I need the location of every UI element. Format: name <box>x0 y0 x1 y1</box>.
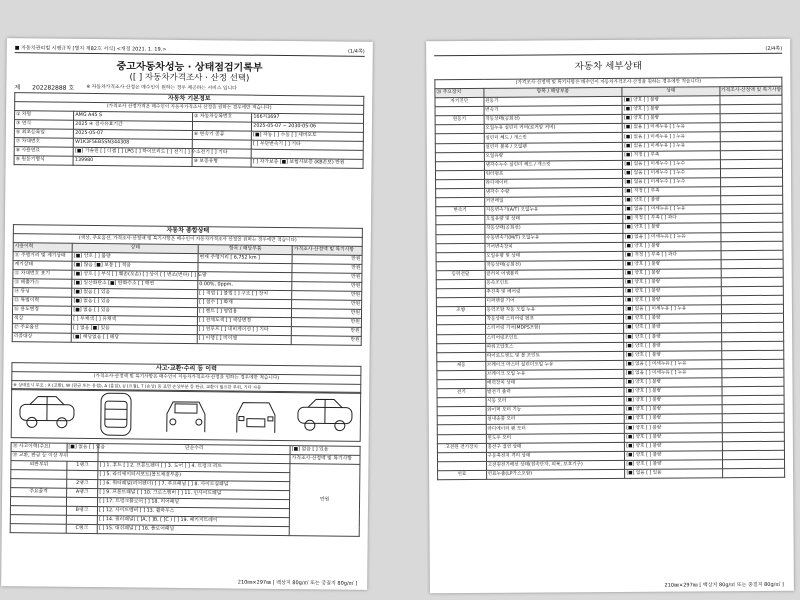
basic-info-title: 자동차 기본정보 <box>15 93 364 106</box>
exchange-cell: [ ] 1. 후드 [ ] 2. 프론트펜더 [ ] 3. 도어 [ ] 4. 트렁크 리드 <box>98 462 290 473</box>
detail-cell: [■] 양호 [ ] 불량 <box>625 423 722 433</box>
detail-cell: 와이퍼 모터 기능 <box>486 406 625 416</box>
basic-cell: ② 자동차등록번호 <box>193 113 252 123</box>
overall-cell: 만원 <box>291 336 361 346</box>
page-number: (1/4쪽) <box>347 48 365 55</box>
detail-cell: [■] 양호 [ ] 불량 <box>624 323 721 333</box>
detail-cell: 브레이크 오일 누유 <box>485 369 624 379</box>
exchange-cell: 2랭크 <box>66 479 97 488</box>
exchange-cell <box>67 470 98 479</box>
detail-cell: 오일유량 <box>484 151 623 161</box>
basic-info-note: (가격조사 산정가격은 매수인이 자동차가격조사 산정을 원하는 경우에만 적습니다) <box>15 102 364 115</box>
detail-cell <box>435 161 484 170</box>
overall-cell: ⑬ 배출가스 <box>13 279 72 289</box>
exchange-cell: [ ] 17. 트렁크플로어 [ ] 18. 리어패널 <box>98 498 290 509</box>
overall-cell: 만원 <box>292 255 362 265</box>
detail-price-cell <box>722 386 785 396</box>
detail-cell: [■] 적정 [ ] 부족 <box>623 187 720 197</box>
basic-cell: [ ] 무단변속기 [ ] 기타 <box>252 140 364 150</box>
exchange-cell: 외판부위 <box>11 461 67 471</box>
exchange-cell: [ ] 12. 사이드멤버 [ ] 13. 휠하우스 <box>98 507 290 518</box>
overall-cell: 만원 <box>292 264 362 274</box>
detail-cell <box>437 379 486 388</box>
detail-cell <box>436 298 485 307</box>
detail-cell: 실린더 헤드 / 개스킷 <box>484 133 623 143</box>
detail-price-cell <box>722 441 785 451</box>
exchange-title: ⑲ 교환, 판금 등 이상 부위 <box>11 452 98 462</box>
detail-cell: 냉각수누수 실린더 헤드 / 개스킷 <box>484 160 623 170</box>
detail-cell: [■] 양호 [ ] 불량 <box>625 405 722 415</box>
detail-price-cell <box>720 159 783 169</box>
overall-cell: 만원 <box>292 309 362 319</box>
overall-cell: [ ] 적법 [ ] 불법 [ ] 구조 [ ] 장치 <box>198 290 292 300</box>
detail-cell <box>436 234 485 243</box>
overall-cell: [ ] 침수 [ ] 화재 <box>198 299 292 309</box>
overall-cell: [ ] 썬루프 [ ] 네비게이션 [ ] 기타 <box>197 326 291 336</box>
overall-head-price: 가격조사·산정액 및 특기사항 <box>292 246 362 256</box>
detail-cell <box>437 434 486 443</box>
detail-cell <box>436 225 485 234</box>
detail-cell: 윈도우 모터 <box>486 433 625 443</box>
detail-cell: 작동상태 스티어링 펌프 <box>485 315 624 325</box>
detail-price-cell <box>721 250 784 260</box>
detail-cell: 동력조향 작동 오일 누유 <box>485 306 624 316</box>
detail-price-cell <box>720 141 783 151</box>
basic-info-table <box>14 92 365 169</box>
detail-cell: 연료 <box>438 470 487 479</box>
detail-cell <box>437 352 486 361</box>
detail-cell <box>435 152 484 161</box>
accident-legend: ※ 상태표시 부호 : X (교환), W (판금 또는 용접), A (흠집), U (요철), T (손상) 등 표면 손상부분 등 판금, 교환이 필요한 부위, 기타 자동 <box>12 381 361 394</box>
detail-price-cell <box>722 450 785 460</box>
record-number-label: 제 <box>14 84 21 92</box>
detail-price-cell <box>721 377 784 387</box>
detail-price-cell <box>722 405 785 415</box>
detail-cell: 브레이크 마스터 실린더오일 누유 <box>485 360 624 370</box>
basic-info-section <box>14 92 365 169</box>
exchange-cell: [ ] 15. 대쉬패널 [ ] 16. 플로어패널 <box>97 525 289 536</box>
overall-cell: [■] 없음 [ ] 있음 <box>72 306 198 316</box>
exchange-side-value: 만원 <box>289 464 360 537</box>
detail-title: 자동차 세부상태 <box>574 60 642 73</box>
basic-cell: 2025 ④ 검사유효기간 <box>74 120 193 130</box>
overall-condition-table <box>12 224 363 346</box>
detail-cell: 실내송풍 모터 <box>486 415 625 425</box>
detail-cell: [■] 양호 [ ] 불량 <box>624 378 721 388</box>
basic-cell: ① 차명 <box>15 111 74 121</box>
basic-cell: ⑩ 보증유형 <box>192 158 251 168</box>
detail-cell: 워터펌프 <box>484 169 623 179</box>
detail-cell <box>436 279 485 288</box>
exchange-cell: [ ] 6. 쿼터패널(리어펜더) [ ] 7. 루프패널 [ ] 8. 사이드실패널 <box>98 480 290 491</box>
detail-cell: [■] 양호 [ ] 불량 <box>624 387 721 397</box>
detail-cell <box>436 288 485 297</box>
detail-cell: [■] 없음 [ ] 미세누유 [ ] 누유 <box>624 369 721 379</box>
detail-price-cell <box>721 341 784 351</box>
page-2-footer: 210㎜×297㎜ [ 백상지 80g/㎡ 또는 중질지 80g/㎡ ] <box>664 581 784 589</box>
detail-price-cell <box>720 177 783 187</box>
detail-price-cell <box>721 368 784 378</box>
detail-cell: 변속기 <box>484 106 623 116</box>
detail-price-cell <box>720 214 783 224</box>
detail-cell <box>435 107 484 116</box>
simple-repair-label: 단순수리 <box>98 444 290 455</box>
detail-cell: [■] 양호 [ ] 불량 <box>624 296 721 306</box>
detail-cell: 디퍼렌셜 기어 <box>485 297 624 307</box>
detail-cell: [■] 적정 [ ] 부족 [ ] 과다 <box>623 250 720 260</box>
detail-price-cell <box>720 168 783 178</box>
overall-cell: ⑰ 주요옵션 <box>12 324 71 334</box>
basic-cell: ③ 연식 <box>14 120 73 130</box>
detail-cell: 작동상태(공회전) <box>484 224 623 234</box>
detail-price-cell <box>720 123 783 133</box>
detail-price-cell <box>721 241 784 251</box>
detail-cell: 커먼레일 <box>484 197 623 207</box>
detail-cell: [■] 양호 [ ] 불량 <box>623 241 720 251</box>
detail-cell: 고전원전기배선 상태(접속단자, 피복, 보호기구) <box>486 460 625 470</box>
basic-cell: 2025-05-07 <box>74 129 193 139</box>
detail-cell: [■] 없음 [ ] 미세누수 [ ] 누수 <box>623 178 720 188</box>
detail-price-cell <box>722 395 785 405</box>
detail-cell: 스티어링 기어(MDPS포함) <box>485 324 624 334</box>
basic-cell: 166저3697 <box>252 113 364 123</box>
detail-cell: [■] 양호 [ ] 불량 <box>624 350 721 360</box>
detail-price-cell <box>722 432 785 442</box>
detail-cell: 작동상태(공회전) <box>485 260 624 270</box>
exchange-cell <box>66 515 97 524</box>
detail-cell: 고전원 전기장치 <box>437 443 486 452</box>
detail-cell <box>437 325 486 334</box>
overall-cell: 만원 <box>292 273 362 283</box>
detail-cell: [■] 양호 [ ] 불량 <box>625 450 722 460</box>
detail-table <box>434 77 785 480</box>
detail-cell: 냉각수 수량 <box>484 187 623 197</box>
detail-cell: 작동상태(공회전) <box>484 115 623 125</box>
detail-cell <box>436 252 485 261</box>
detail-price-cell <box>722 423 785 433</box>
detail-row <box>438 468 785 480</box>
basic-cell: ⑦ 차대번호 <box>14 138 73 148</box>
detail-cell: 추진축 및 베어링 <box>485 287 624 297</box>
detail-cell: [■] 양호 [ ] 불량 <box>624 278 721 288</box>
detail-price-cell <box>720 205 783 215</box>
overall-cell: [ ] 전체도색 [ ] 색상변경 <box>197 317 291 327</box>
overall-cell: [ ] 없음 [■] 있음 <box>72 324 198 334</box>
basic-cell: 2025-05-07 ~ 2030-05-06 <box>252 122 364 132</box>
detail-cell <box>435 170 484 179</box>
detail-cell <box>437 425 486 434</box>
detail-cell: [■] 없음 [ ] 미세누유 [ ] 누유 <box>623 141 720 151</box>
detail-cell: [■] 양호 [ ] 불량 <box>624 314 721 324</box>
basic-cell: ⑥ 변속기 종류 <box>192 131 251 141</box>
overall-cell: [■] 없음 [ ] 있음 <box>72 297 198 307</box>
exchange-cell: [ ] 5. 라디에이터서포트(볼트체결부품) <box>98 471 290 482</box>
overall-cell: 만원 <box>292 291 362 301</box>
detail-cell: [■] 없음 [ ] 미세누유 [ ] 누유 <box>624 305 721 315</box>
detail-cell: [■] 없음 [ ] 미세누유 [ ] 누유 <box>623 123 720 133</box>
basic-cell: ⑤ 최초등록일 <box>14 129 73 139</box>
detail-head-price: 가격조사·산정액 및 특기사항 <box>719 86 782 95</box>
detail-cell: [■] 없음 [ ] 미세누유 [ ] 누유 <box>623 232 720 242</box>
overall-cell: 만원 <box>292 282 362 292</box>
detail-cell <box>436 216 485 225</box>
page-title: 중고자동차성능 · 상태점검기록부 <box>116 61 263 74</box>
detail-cell: 파워고압호스 <box>485 342 624 352</box>
detail-cell: 연료누출(LP가스포함) <box>486 469 625 479</box>
detail-cell <box>437 416 486 425</box>
basic-cell: ⑨ 원동기형식 <box>14 156 73 166</box>
record-number: 202282888 호 <box>32 84 75 92</box>
detail-price-cell <box>721 314 784 324</box>
detail-cell <box>436 316 485 325</box>
page-2-sheet <box>426 39 794 594</box>
detail-cell <box>435 143 484 152</box>
overall-cell: 색상 <box>12 315 71 325</box>
overall-head-item: 항목 / 해당부품 <box>198 245 292 255</box>
basic-cell: ⑧ 사용연료 <box>14 147 73 157</box>
accident-title: 사고·교환·수리 등 이력 <box>12 363 361 376</box>
detail-cell: 배력장치 상태 <box>486 378 625 388</box>
detail-head-device: ⑳ 주요장치 <box>435 88 484 97</box>
overall-head-status: 상태 <box>72 243 198 253</box>
detail-cell: [■] 없음 [ ] 미세누유 [ ] 누유 <box>623 205 720 215</box>
detail-cell <box>437 343 486 352</box>
detail-cell: 구동축전지 격리 상태 <box>486 451 625 461</box>
overall-cell: [■] 양호 [ ] 불량 <box>72 252 198 262</box>
accident-history-label: ⑱ 사고이력(주요) <box>11 443 67 453</box>
basic-cell: [ ] 자가보증 [■] 보험사보증 (KB손보) 만원 <box>251 158 363 168</box>
detail-price-cell <box>720 114 783 124</box>
detail-cell: [■] 없음 [ ] 있음 <box>625 469 722 479</box>
detail-cell: [■] 양호 [ ] 불량 <box>625 460 722 470</box>
detail-cell: 자동변속기(A/T) 오일누유 <box>484 206 623 216</box>
overall-cell: [ ] 이행 [ ] 미이행 <box>197 335 291 345</box>
overall-cell: 0.00%, 0ppm, <box>198 281 292 291</box>
detail-cell: 타이로드엔드 및 볼 조인트 <box>485 351 624 361</box>
exchange-cell: 1랭크 <box>67 461 98 470</box>
overall-cell: [■] 없음 [ ] 있음 <box>72 288 198 298</box>
detail-head-status: 상태 <box>622 87 719 97</box>
basic-cell: 139980 <box>73 156 192 166</box>
overall-cell: [■] 많음 [■] 보통 [ ] 적음 <box>72 261 198 271</box>
detail-cell <box>435 134 484 143</box>
detail-price-cell <box>720 186 783 196</box>
overall-cell: ⑯ 용도변경 <box>12 306 71 316</box>
simple-repair-value: [■] 없음 [ ] 있음 <box>290 446 360 456</box>
overall-condition-section <box>12 224 363 346</box>
detail-cell <box>437 398 486 407</box>
detail-cell: 자기진단 <box>435 97 484 106</box>
overall-title: 자동차 종합상태 <box>13 225 362 238</box>
basic-cell: [■] 가솔린 [ ] 디젤 [ ] LPG [ ] 하이브리드 [ ] 전기 [ ] 수소전기 [ ] 기타 <box>73 147 192 157</box>
exchange-price-head: 가격조사·산정액 및 특기사항 <box>290 455 360 465</box>
car-rear-view-icon <box>224 392 286 439</box>
detail-cell: [■] 없음 [ ] 미세누수 [ ] 누수 <box>623 159 720 169</box>
detail-price-cell <box>719 95 782 105</box>
detail-cell <box>436 198 485 207</box>
exchange-cell: C랭크 <box>66 524 97 533</box>
detail-price-cell <box>720 150 783 160</box>
detail-cell: 라디에이터 <box>484 178 623 188</box>
detail-cell: 시동 모터 <box>486 397 625 407</box>
exchange-cell <box>10 524 66 534</box>
detail-cell: 스티어링조인트 <box>485 333 624 343</box>
car-right-side-icon <box>294 393 356 440</box>
detail-cell: 클러치 어셈블리 <box>485 269 624 279</box>
overall-cell: [ ] 무채색 [ ] 유채색 <box>72 315 198 325</box>
exchange-table <box>10 442 361 537</box>
detail-cell: [■] 양호 [ ] 불량 <box>623 260 720 270</box>
exchange-cell: [ ] 9. 프론트패널 [ ] 10. 크로스멤버 [ ] 11. 인사이드패널 <box>98 489 290 500</box>
accident-history-value: [■] 없음 [ ] 있음 <box>67 443 98 452</box>
detail-price-cell <box>721 286 784 296</box>
detail-cell: 오일유량 및 상태 <box>485 251 624 261</box>
detail-price-cell <box>722 414 785 424</box>
page-subtitle: ([ ] 자동차가격조사 · 산정 선택) <box>129 72 250 84</box>
detail-price-cell <box>720 232 783 242</box>
detail-cell <box>438 461 487 470</box>
overall-cell: 만원 <box>292 318 362 328</box>
detail-cell: [■] 양호 [ ] 불량 <box>622 114 719 124</box>
detail-price-cell <box>721 359 784 369</box>
overall-head-history: 사용이력 <box>13 243 72 253</box>
exchange-section <box>10 442 361 537</box>
exchange-cell: B랭크 <box>66 506 97 515</box>
detail-head-item: 항목 / 해당부품 <box>483 88 622 98</box>
detail-cell: 발전기 출력 <box>486 387 625 397</box>
detail-note: (가격조사·산정액 및 특기사항은 매수인이 자동차가격조사·산정을 원하는 경우에만 적습니다) <box>435 77 782 89</box>
detail-cell: [■] 적정 [ ] 부족 [ ] 과다 <box>623 214 720 224</box>
detail-cell: [■] 양호 [ ] 불량 <box>624 287 721 297</box>
detail-cell: [■] 양호 [ ] 불량 <box>625 432 722 442</box>
page-2-header <box>434 45 782 56</box>
detail-cell: [■] 양호 [ ] 불량 <box>623 196 720 206</box>
exchange-cell: A랭크 <box>66 488 97 497</box>
detail-cell <box>436 179 485 188</box>
detail-price-cell <box>720 104 783 114</box>
detail-cell: 충전구 절연 상태 <box>486 442 625 452</box>
car-top-view-icon <box>85 391 147 438</box>
detail-price-cell <box>721 259 784 269</box>
detail-price-cell <box>722 459 785 469</box>
detail-price-cell <box>720 223 783 233</box>
overall-cell: [■] 양호 [ ] 부식 [ ] 훼손(오손) [ ] 상이 [ ] 변조(변타) [ ] 도말 <box>72 270 198 280</box>
detail-price-cell <box>721 295 784 305</box>
detail-price-cell <box>722 468 785 478</box>
detail-cell: 변속기 <box>436 207 485 216</box>
overall-cell: ⑭ 튜닝 <box>13 288 72 298</box>
detail-cell: [■] 양호 [ ] 불량 <box>623 223 720 233</box>
detail-cell: [■] 양호 [ ] 불량 <box>624 332 721 342</box>
detail-cell <box>437 407 486 416</box>
overall-cell: 계기상태 <box>13 261 72 271</box>
detail-cell: 원동기 <box>484 97 623 107</box>
detail-cell: 오일유량 및 상태 <box>484 215 623 225</box>
overall-cell: 만원 <box>292 300 362 310</box>
detail-cell: 제동 <box>437 361 486 370</box>
detail-price-cell <box>720 195 783 205</box>
detail-price-cell <box>721 332 784 342</box>
overall-cell: [■] 일산화탄소 [■] 탄화수소 [ ] 매연 <box>72 279 198 289</box>
detail-cell: 라디에이터 팬 모터 <box>486 424 625 434</box>
detail-cell: 전기 <box>437 388 486 397</box>
basic-cell: [■] 자동 [ ] 수동 [ ] 세미오토 <box>252 131 364 141</box>
exchange-cell: 주요골격 <box>11 488 67 498</box>
detail-price-cell <box>721 277 784 287</box>
accident-note: (가격조사·산정액 및 특기사항은 매수인이 자동차가격조사·산정을 원하는 경우에만 적습니다) <box>12 372 361 385</box>
overall-cell: ⑮ 특별이력 <box>13 297 72 307</box>
detail-cell: [■] 양호 [ ] 불량 <box>622 96 719 106</box>
overall-cell: 현재 주행거리 [ 6,752 km ] <box>198 254 292 264</box>
exchange-cell: [ ] 14. 필러패널( [ ]A, [ ]B, [ ]C ) [ ] 19. 패키지트레이 <box>98 516 290 527</box>
detail-cell: [■] 없음 [ ] 미세누유 [ ] 누유 <box>623 132 720 142</box>
detail-cell: [■] 없음 [ ] 미세누유 [ ] 누유 <box>624 360 721 370</box>
basic-cell: W1K3F5EB5SN344308 <box>74 138 193 148</box>
detail-price-cell <box>721 268 784 278</box>
detail-cell: [■] 없음 [ ] 미세누수 [ ] 누수 <box>623 169 720 179</box>
detail-cell: 수동변속기(M/T) 오일누유 <box>485 233 624 243</box>
overall-cell: [■] 해당없음 [ ] 해당 <box>72 333 198 343</box>
overall-cell: ⑪ 주행거리 및 계기상태 <box>13 252 72 262</box>
detail-cell: 기어변속장치 <box>485 242 624 252</box>
overall-cell: [ ] 렌트 [ ] 영업용 <box>197 308 291 318</box>
detail-cell: [■] 양호 [ ] 불량 <box>624 269 721 279</box>
detail-cell <box>437 334 486 343</box>
overall-cell: ⑫ 차대번호 표기 <box>13 270 72 280</box>
detail-price-cell <box>720 132 783 142</box>
car-diagram <box>11 388 362 442</box>
detail-cell: [■] 양호 [ ] 불량 <box>625 441 722 451</box>
detail-cell: 오일누유 실린더 커버(로커암 커버) <box>484 124 623 134</box>
basic-cell: AMG A45 S <box>74 111 193 121</box>
page-2-number: (2/4쪽) <box>765 45 783 52</box>
detail-price-cell <box>721 350 784 360</box>
detail-cell <box>436 243 485 252</box>
record-note: ※ 자동차가격조사·산정은 매수인이 원하는 경우 제공하는 서비스 입니다 <box>86 84 237 92</box>
detail-price-cell <box>721 323 784 333</box>
car-front-view-icon <box>155 392 217 439</box>
detail-cell: 실린더 블록 / 오일팬 <box>484 142 623 152</box>
car-left-side-icon <box>16 390 78 437</box>
detail-cell: 조향 <box>436 307 485 316</box>
detail-cell <box>436 261 485 270</box>
detail-section <box>434 77 785 480</box>
exchange-cell <box>66 497 97 506</box>
overall-cell: 리콜대상 <box>12 333 71 343</box>
detail-cell: 등속조인트 <box>485 278 624 288</box>
detail-cell: [■] 적정 [ ] 부족 <box>623 150 720 160</box>
detail-cell: [■] 양호 [ ] 불량 <box>624 396 721 406</box>
detail-cell: 동력전달 <box>436 270 485 279</box>
form-reference: ■ 자동차관리법 시행규칙 [별지 제82호 서식] <개정 2021. 1. 19.> <box>14 45 167 53</box>
detail-cell <box>435 125 484 134</box>
overall-cell: 만원 <box>291 327 361 337</box>
detail-cell: [■] 양호 [ ] 불량 <box>625 414 722 424</box>
detail-cell <box>436 188 485 197</box>
detail-price-cell <box>721 305 784 315</box>
detail-cell: [■] 양호 [ ] 불량 <box>622 105 719 115</box>
page-1-sheet <box>1 38 373 590</box>
detail-cell: [■] 양호 [ ] 불량 <box>624 341 721 351</box>
detail-cell <box>437 370 486 379</box>
page-1-footer: 210㎜×297㎜ [ 백상지 80g/㎡ 또는 중질지 80g/㎡ ] <box>237 579 358 587</box>
page-1-header <box>15 44 365 57</box>
detail-cell <box>437 452 486 461</box>
overall-note: (색상, 주요옵션, 가격조사·산정액 및 특기사항은 매수인이 자동차가격조사 산정을 원하는 경우에만 적습니다) <box>13 234 362 247</box>
detail-cell: 원동기 <box>435 116 484 125</box>
